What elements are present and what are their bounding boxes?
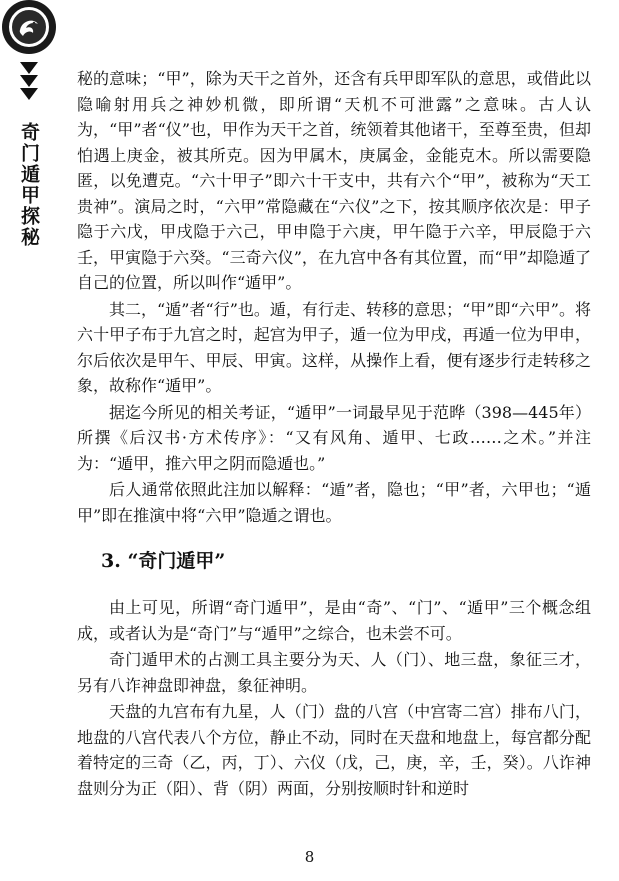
paragraph: 奇门遁甲术的占测工具主要分为天、人（门）、地三盘，象征三才，另有八诈神盘即神盘，象征神明。 bbox=[77, 650, 591, 695]
dragon-icon bbox=[14, 12, 44, 42]
triangle-markers-icon bbox=[17, 62, 41, 101]
paragraph: 后人通常依照此注加以解释：“遁”者，隐也；“甲”者，六甲也；“遁甲”即在推演中将“六甲”隐遁之谓也。 bbox=[77, 480, 591, 525]
section-heading: 3. “奇门遁甲” bbox=[101, 550, 226, 572]
paragraph: 秘的意味；“甲”，除为天干之首外，还含有兵甲即军队的意思，或借此以隐喻射用兵之神妙机微，即所谓“天机不可泄露”之意味。古人认为，“甲”者“仪”也，甲作为天干之首，统领着其他诸干，至尊至贵，但却怕遇上庚金，被其所克。因为甲属木，庚属金，金能克木。所以需要隐匿，以免遭克。“六十甲子”即六十干支中，共有六个“甲”，被称为“天工贵神”。演局之时，“六甲”常隐藏在“六仪”之下，按其顺序依次是：甲子隐于六戊，甲戌隐于六己，甲申隐于六庚，甲午隐于六辛，甲辰隐于六壬，甲寅隐于六癸。“三奇六仪”，在九宫中各有其位置，而“甲”却隐遁了自己的位置，所以叫作“遁甲”。 bbox=[77, 69, 591, 292]
page-body bbox=[77, 66, 591, 801]
paragraph: 天盘的九宫布有九星，人（门）盘的八宫（中宫寄二宫）排布八门，地盘的八宫代表八个方位，静止不动，同时在天盘和地盘上，每宫都分配着特定的三奇（乙，丙，丁）、六仪（戊，己，庚，辛，壬，癸）。八诈神盘则分为正（阳）、背（阴）两面，分别按顺时针和逆时 bbox=[77, 702, 591, 798]
paragraph: 据迄今所见的相关考证，“遁甲”一词最早见于范晔（398—445年）所撰《后汉书·方术传序》：“又有风角、遁甲、七政……之术。”并注为：“遁甲，推六甲之阴而隐遁也。” bbox=[77, 402, 591, 473]
page-number: 8 bbox=[304, 848, 315, 866]
emblem-ring bbox=[9, 7, 49, 47]
side-book-title: 奇门遁甲探秘 bbox=[18, 122, 40, 248]
paragraph: 其二，“遁”者“行”也。遁，有行走、转移的意思；“甲”即“六甲”。将六十甲子布于九宫之时，起宫为甲子，遁一位为甲戌，再遁一位为甲申，尔后依次是甲午、甲辰、甲寅。这样，从操作上看，便有逐步行走转移之象，故称作“遁甲”。 bbox=[77, 299, 591, 395]
paragraph: 由上可见，所谓“奇门遁甲”，是由“奇”、“门”、“遁甲”三个概念组成，或者认为是“奇门”与“遁甲”之综合，也未尝不可。 bbox=[77, 598, 591, 643]
dragon-emblem-icon bbox=[2, 0, 56, 54]
